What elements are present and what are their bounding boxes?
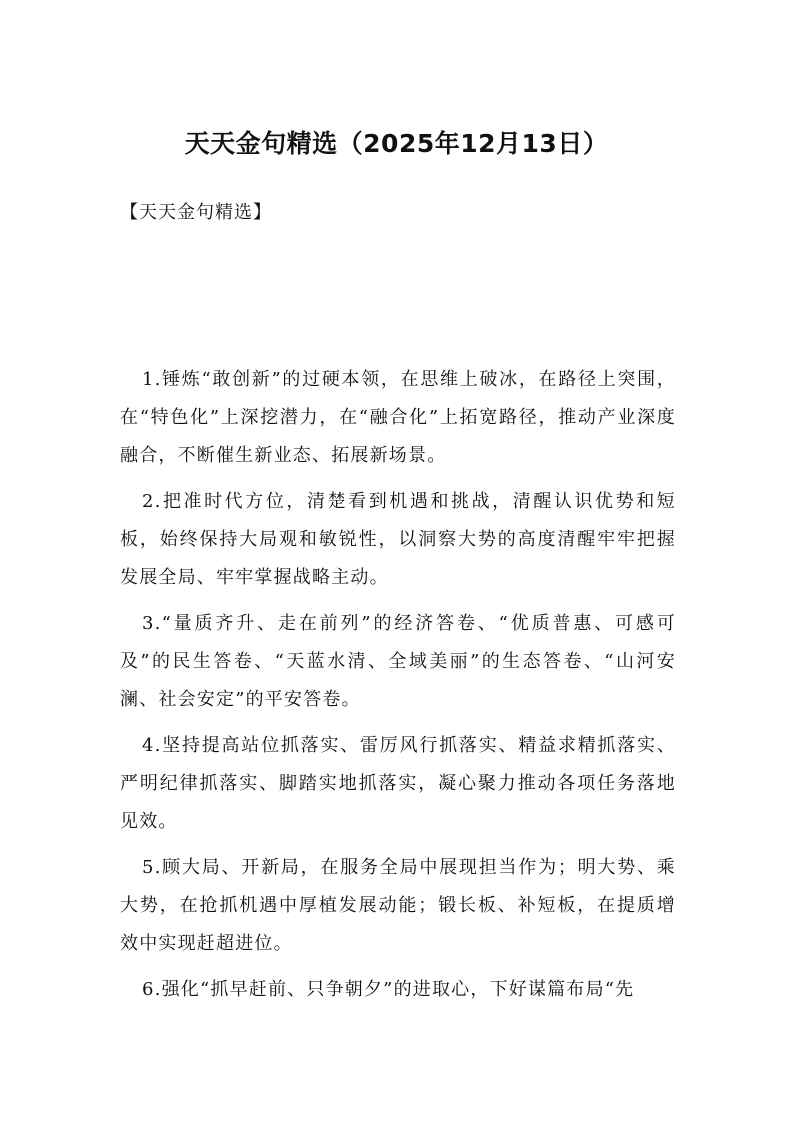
paragraph-5: 5.顾大局、开新局，在服务全局中展现担当作为；明大势、乘大势，在抢抓机遇中厚植发展动能；锻长板、补短板，在提质增效中实现赶超进位。 (120, 857, 676, 954)
paragraph-4: 4.坚持提高站位抓落实、雷厉风行抓落实、精益求精抓落实、严明纪律抓落实、脚踏实地抓落实，凝心聚力推动各项任务落地见效。 (120, 735, 676, 832)
paragraph-2: 2.把准时代方位，清楚看到机遇和挑战，清醒认识优势和短板，始终保持大局观和敏锐性，以洞察大势的高度清醒牢牢把握发展全局、牢牢掌握战略主动。 (120, 491, 676, 588)
paragraph-1: 1.锤炼“敢创新”的过硬本领，在思维上破冰，在路径上突围，在“特色化”上深挖潜力，在“融合化”上拓宽路径，推动产业深度融合，不断催生新业态、拓展新场景。 (120, 369, 676, 466)
section-label: 【天天金句精选】 (120, 202, 272, 223)
document-title: 天天金句精选（2025年12月13日） (184, 129, 609, 158)
paragraph-6: 6.强化“抓早赶前、只争朝夕”的进取心，下好谋篇布局“先 (142, 979, 635, 1000)
document-body (120, 361, 676, 1017)
paragraph-3: 3.“量质齐升、走在前列”的经济答卷、“优质普惠、可感可及”的民生答卷、“天蓝水清、全域美丽”的生态答卷、“山河安澜、社会安定”的平安答卷。 (120, 613, 676, 710)
